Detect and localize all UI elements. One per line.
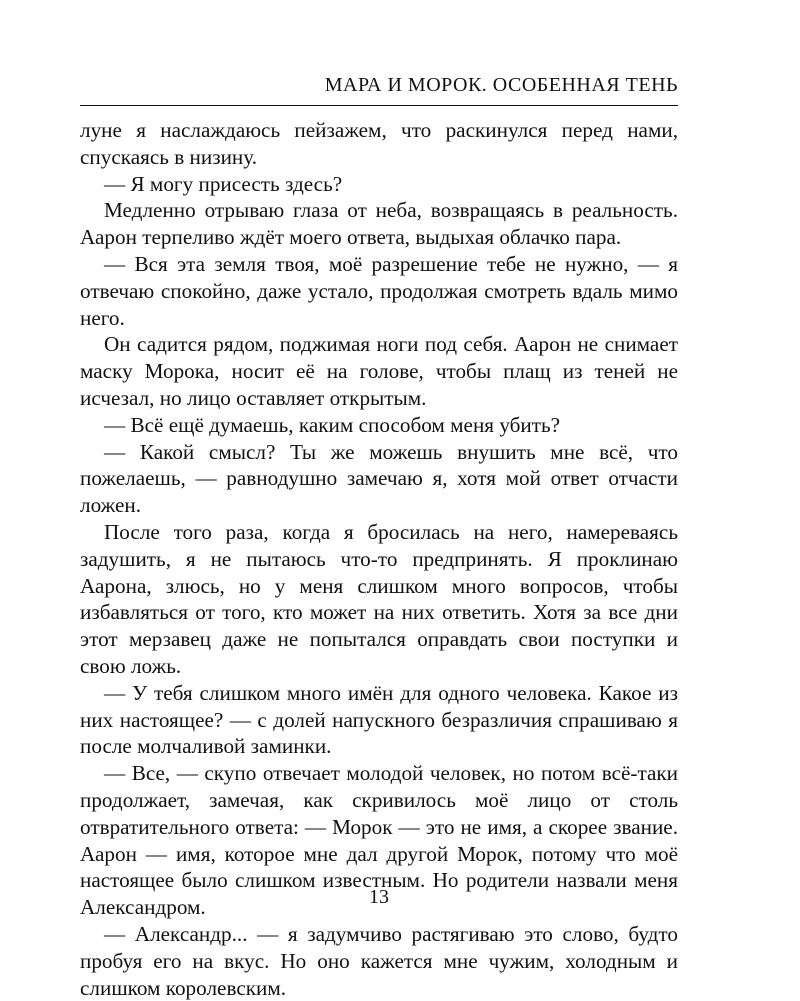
- paragraph: — Какой смысл? Ты же можешь внушить мне всё, что пожелаешь, — равнодушно замечаю я, хотя мой ответ отчасти ложен.: [80, 439, 678, 518]
- page-number: 13: [369, 886, 389, 908]
- paragraph: — Всё ещё думаешь, каким способом меня убить?: [104, 412, 561, 437]
- paragraph: — Вся эта земля твоя, моё разрешение тебе не нужно, — я отвечаю спокойно, даже устало, продолжая смотреть вдаль мимо него.: [80, 251, 678, 330]
- paragraph: Медленно отрываю глаза от неба, возвращаясь в реальность. Аарон терпеливо ждёт моего ответа, выдыхая облачко пара.: [80, 198, 678, 250]
- running-header: МАРА И МОРОК. ОСОБЕННАЯ ТЕНЬ: [324, 74, 678, 96]
- paragraph: После того раза, когда я бросилась на него, намереваясь задушить, я не пытаюсь что-то предпринять. Я проклинаю Аарона, злюсь, но у меня слишком много вопросов, чтобы избавляться от того, кто может на них ответить. Хотя за все дни этот мерзавец даже не попытался оправдать свои поступки и свою ложь.: [80, 519, 678, 678]
- paragraph: Он садится рядом, поджимая ноги под себя. Аарон не снимает маску Морока, носит её на голове, чтобы плащ из теней не исчезал, но лицо оставляет открытым.: [80, 332, 678, 410]
- paragraph: — У тебя слишком много имён для одного человека. Какое из них настоящее? — с долей напускного безразличия спрашиваю я после молчаливой заминки.: [80, 680, 678, 759]
- paragraph: луне я наслаждаюсь пейзажем, что раскинулся перед нами, спускаясь в низину.: [80, 118, 678, 169]
- paragraph: — Александр... — я задумчиво растягиваю это слово, будто пробуя его на вкус. Но оно кажется мне чужим, холодным и слишком королевским.: [80, 921, 678, 1000]
- paragraph: — Я могу присесть здесь?: [104, 171, 343, 196]
- header-rule: [80, 105, 678, 106]
- body-text: [80, 117, 678, 1001]
- paragraph: — Все, — скупо отвечает молодой человек, но потом всё-таки продолжает, замечая, как скривилось моё лицо от столь отвратительного ответа: — Морок — это не имя, а скорее звание. Аарон — имя, которое мне дал другой Морок, потому что моё настоящее было слишком известным. Но родители назвали меня Александром.: [80, 761, 678, 920]
